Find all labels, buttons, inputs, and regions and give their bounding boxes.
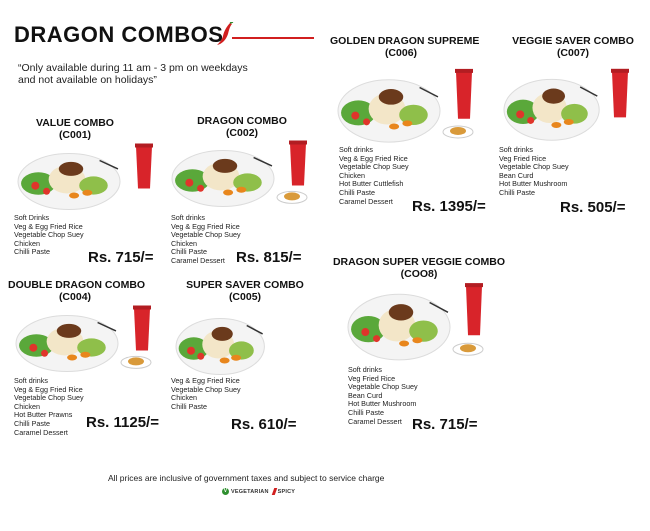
food-plate-illustration (172, 308, 302, 378)
food-plate-illustration (334, 68, 484, 146)
carrot (412, 337, 422, 343)
cup-lid (465, 283, 483, 287)
cup-lid (455, 69, 473, 73)
items-list-c008: Soft drinks Veg Fried Rice Vegetable Chop Suey Bean Curd Hot Butter Mushroom Chilli Paste Caramel Dessert (348, 365, 418, 426)
soft-drink-cup (290, 144, 306, 186)
carrot (551, 122, 561, 128)
cup-lid (611, 69, 629, 73)
tomato (361, 328, 369, 336)
carrot (69, 193, 79, 199)
items-list-c004: Soft drinks Veg & Egg Fried Rice Vegetable Chop Suey Chicken Hot Butter Prawns Chilli Paste Caramel Dessert (14, 376, 84, 437)
combo-title-c002: DRAGON COMBO (C002) (197, 115, 287, 139)
combo-image-c001 (14, 143, 164, 213)
soft-drink-cup (456, 72, 472, 119)
price-c008: Rs. 715/= (412, 416, 478, 433)
carrot (220, 358, 230, 364)
spicy-icon (271, 488, 277, 495)
footer-note: All prices are inclusive of government taxes and subject to service charge (108, 473, 385, 483)
tomato (185, 179, 193, 187)
soft-drink-cup (136, 147, 152, 189)
tomato (363, 118, 370, 125)
tomato (29, 344, 37, 352)
combo-image-c008 (344, 282, 494, 364)
vegetarian-icon: V (223, 488, 228, 494)
items-list-c006: Soft drinks Veg & Egg Fried Rice Vegetable Chop Suey Chicken Hot Butter Cuttlefish Chilli Paste Caramel Dessert (339, 145, 409, 206)
caramel-dessert (128, 357, 144, 365)
chicken (542, 89, 565, 104)
tomato (197, 353, 204, 360)
items-list-c005: Veg & Egg Fried Rice Vegetable Chop Suey Chicken Chilli Paste (171, 376, 241, 411)
price-c006: Rs. 1395/= (412, 198, 486, 215)
price-c004: Rs. 1125/= (86, 414, 159, 431)
items-list-c007: Soft drinks Veg Fried Rice Vegetable Chop Suey Bean Curd Hot Butter Mushroom Chilli Paste (499, 145, 569, 197)
tomato (197, 185, 204, 192)
tomato (351, 112, 359, 120)
tomato (527, 117, 534, 124)
food-plate-illustration (344, 282, 494, 364)
cup-lid (135, 144, 153, 148)
carrot (236, 187, 246, 193)
soft-drink-cup (466, 286, 482, 335)
carrot (389, 124, 399, 130)
price-c007: Rs. 505/= (560, 199, 626, 216)
legend (222, 488, 295, 495)
chicken (57, 324, 81, 338)
caramel-dessert (450, 127, 466, 135)
page-title: DRAGON COMBOS (14, 22, 224, 47)
chicken (379, 89, 403, 105)
price-c005: Rs. 610/= (231, 416, 297, 433)
food-plate-illustration (14, 143, 164, 213)
carrot (223, 190, 233, 196)
combo-image-c007 (500, 68, 640, 144)
legend-spicy-label: SPICY (277, 488, 296, 495)
legend-vegetarian-label: VEGETARIAN (231, 488, 269, 495)
tomato (31, 182, 39, 190)
price-c002: Rs. 815/= (236, 249, 302, 266)
soft-drink-cup (612, 72, 628, 118)
combo-title-c007: VEGGIE SAVER COMBO (C007) (512, 35, 634, 59)
chili-icon (214, 22, 236, 46)
food-plate-illustration (500, 68, 640, 144)
soft-drink-cup (134, 309, 150, 351)
combo-title-c008: DRAGON SUPER VEGGIE COMBO (COO8) (332, 256, 506, 280)
chicken (212, 327, 233, 341)
chicken (389, 304, 413, 320)
combo-image-c004 (12, 305, 162, 375)
availability-note: “Only available during 11 am - 3 pm on weekdays and not available on holidays” (18, 62, 248, 86)
chicken (59, 162, 83, 176)
carrot (231, 355, 241, 361)
tomato (373, 335, 380, 342)
food-plate-illustration (12, 305, 162, 375)
header-divider (232, 37, 314, 39)
combo-image-c006 (334, 68, 484, 146)
carrot (399, 341, 409, 347)
chicken (213, 159, 237, 173)
carrot (564, 119, 574, 125)
carrot (402, 120, 412, 126)
carrot (67, 355, 77, 361)
tomato (187, 347, 195, 355)
items-list-c002: Soft drinks Veg & Egg Fried Rice Vegetable Chop Suey Chicken Chilli Paste Caramel Dessert (171, 213, 241, 265)
combo-title-c001: VALUE COMBO (C001) (36, 117, 114, 141)
cup-lid (133, 306, 151, 310)
combo-title-c006: GOLDEN DRAGON SUPREME (C006) (330, 35, 480, 59)
price-c001: Rs. 715/= (88, 249, 154, 266)
tomato (41, 350, 48, 357)
combo-title-c004: DOUBLE DRAGON COMBO (C004) (8, 279, 146, 303)
food-plate-illustration (168, 140, 318, 210)
tomato (43, 188, 50, 195)
tomato (516, 110, 524, 118)
cup-lid (289, 141, 307, 145)
carrot (82, 190, 92, 196)
caramel-dessert (460, 344, 476, 352)
items-list-c001: Soft Drinks Veg & Egg Fried Rice Vegetable Chop Suey Chicken Chilli Paste (14, 213, 84, 257)
combo-image-c002 (168, 140, 318, 210)
combo-image-c005 (172, 308, 302, 378)
carrot (80, 352, 90, 358)
caramel-dessert (284, 192, 300, 200)
combo-title-c005: SUPER SAVER COMBO (C005) (186, 279, 304, 303)
